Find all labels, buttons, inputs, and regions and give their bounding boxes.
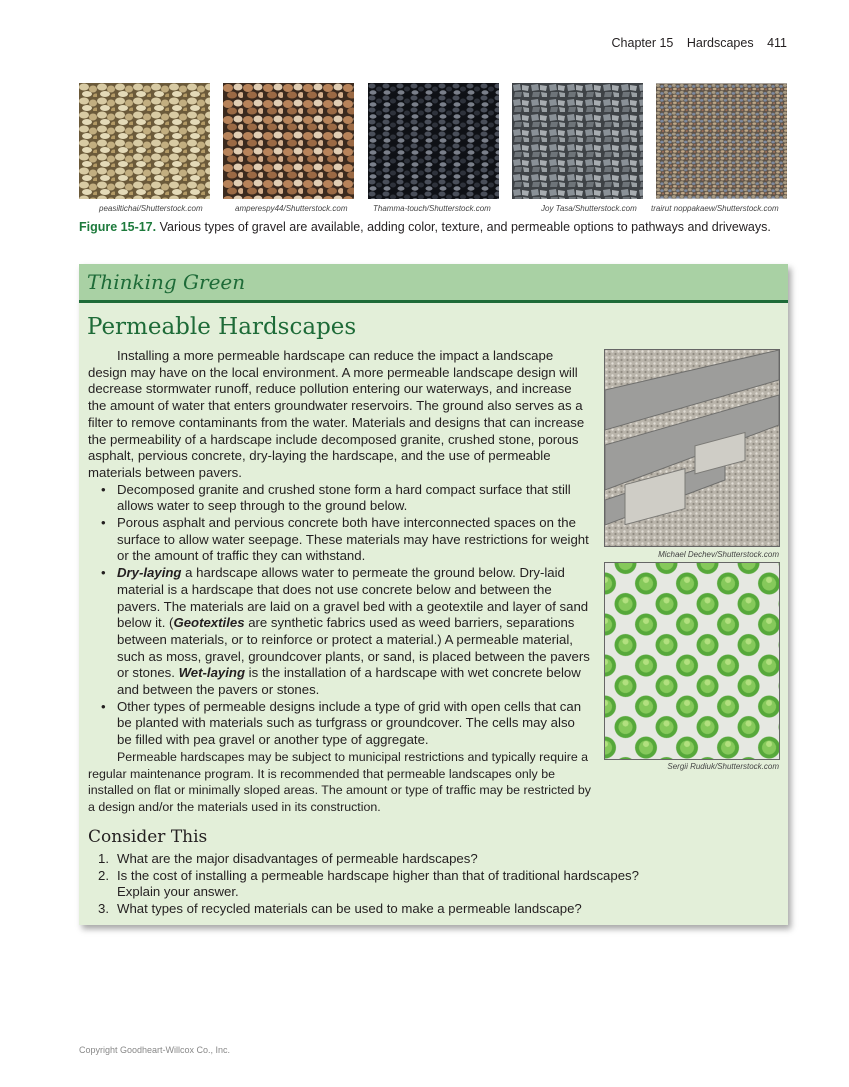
chapter-label: Chapter 15 bbox=[611, 36, 674, 50]
bullet-text: are synthetic fabrics used as weed barriers, separations between materials, or to reinforce or protect a material.) A permeable material, such as moss, gravel, groundcover plants, or sand, is placed between the pavers or stones. bbox=[117, 615, 590, 681]
feature-title: Permeable Hardscapes bbox=[87, 314, 357, 340]
photo-credit: Sergii Rudiuk/Shutterstock.com bbox=[667, 762, 779, 771]
photo-credit: peasiltichai/Shutterstock.com bbox=[99, 204, 203, 213]
list-item: • Decomposed granite and crushed stone form a hard compact surface that still allows water to seep through to the ground below. bbox=[88, 482, 593, 515]
figure-text: Various types of gravel are available, adding color, texture, and permeable options to pathways and driveways. bbox=[156, 220, 771, 234]
gravel-photo-gray-crushed-stone bbox=[512, 83, 643, 199]
intro-paragraph: Installing a more permeable hardscape can reduce the impact a landscape design may have on the local environment. A more permeable landscape design will decrease stormwater runoff, reduce pollution entering our waterways, and increase the amount of water that enters groundwater reservoirs. The ground also serves as a filter to remove contaminants from the water. Materials and designs that can increase the permeability of a hardscape include decomposed granite, crushed stone, porous asphalt, pervious concrete, dry-laying the hardscape, and the use of permeable materials between pavers. bbox=[88, 348, 585, 480]
gravel-photo-tan-pebbles bbox=[79, 83, 210, 199]
gravel-photo-brown-stones bbox=[223, 83, 354, 199]
term-wet-laying: Wet-laying bbox=[178, 665, 246, 681]
figure-caption bbox=[79, 220, 799, 234]
question-number: 2. bbox=[98, 867, 109, 883]
question-number: 3. bbox=[98, 901, 109, 917]
term-dry-laying: Dry-laying bbox=[117, 565, 182, 581]
list-item bbox=[88, 868, 648, 901]
gravel-photo-pea-gravel bbox=[656, 83, 787, 199]
list-item bbox=[88, 565, 593, 699]
list-item: • Other types of permeable designs include a type of grid with open cells that can be planted with materials such as turfgrass or groundcover. The cells may also be filled with pea gravel or another type of aggregate. bbox=[88, 699, 593, 749]
feature-banner-title: Thinking Green bbox=[87, 270, 246, 294]
page-number: 411 bbox=[767, 36, 787, 50]
feature-banner bbox=[79, 264, 788, 303]
figure-label: Figure 15-17. bbox=[79, 220, 157, 234]
photo-credit: Michael Dechev/Shutterstock.com bbox=[658, 550, 779, 559]
closing-paragraph: Permeable hardscapes may be subject to municipal restrictions and typically require a regular maintenance program. It is recommended that permeable landscapes only be installed on flat or minimally sloped areas. The amount or type of traffic may be restricted by a design and/or the materials used in its construction. bbox=[88, 749, 591, 814]
photo-credit: Joy Tasa/Shutterstock.com bbox=[541, 204, 637, 213]
photo-credit: Thamma-touch/Shutterstock.com bbox=[373, 204, 491, 213]
question-list bbox=[88, 851, 648, 918]
running-header bbox=[602, 36, 787, 50]
photo-credit: amperespy44/Shutterstock.com bbox=[235, 204, 348, 213]
section-label: Hardscapes bbox=[686, 36, 754, 50]
list-item: • Porous asphalt and pervious concrete both have interconnected spaces on the surface to allow water seepage. These materials may have restrictions for weight or the amount of traffic they can withstand. bbox=[88, 515, 593, 565]
thinking-green-feature-box bbox=[79, 264, 788, 925]
bullet-text: a hardscape allows water to permeate the ground below. Dry-laid material is a hardscape that does not use concrete below and between the pavers. The materials are laid on a gravel bed with a geotextile and layer of sand below it. ( bbox=[117, 565, 589, 631]
copyright-footer: Copyright Goodheart-Willcox Co., Inc. bbox=[79, 1045, 231, 1055]
question-number: 1. bbox=[98, 851, 109, 866]
list-item bbox=[88, 901, 648, 918]
bullet-list bbox=[88, 482, 593, 749]
gravel-photo-dark-gravel bbox=[368, 83, 499, 199]
paver-grid-photo bbox=[604, 349, 780, 547]
question-text: What types of recycled materials can be used to make a permeable landscape? bbox=[117, 901, 582, 917]
list-item bbox=[88, 851, 648, 868]
grass-grid-photo bbox=[604, 562, 780, 760]
photo-credit: trairut noppakaew/Shutterstock.com bbox=[651, 204, 779, 213]
feature-body bbox=[88, 348, 593, 816]
bullet-text: is the installation of a hardscape with wet concrete below and between the pavers or stones. bbox=[117, 665, 581, 698]
consider-this-heading: Consider This bbox=[88, 827, 208, 847]
term-geotextiles: Geotextiles bbox=[173, 615, 245, 631]
question-text: Is the cost of installing a permeable hardscape higher than that of traditional hardscapes? Explain your answer. bbox=[117, 867, 639, 900]
question-text: What are the major disadvantages of permeable hardscapes? bbox=[117, 851, 478, 866]
